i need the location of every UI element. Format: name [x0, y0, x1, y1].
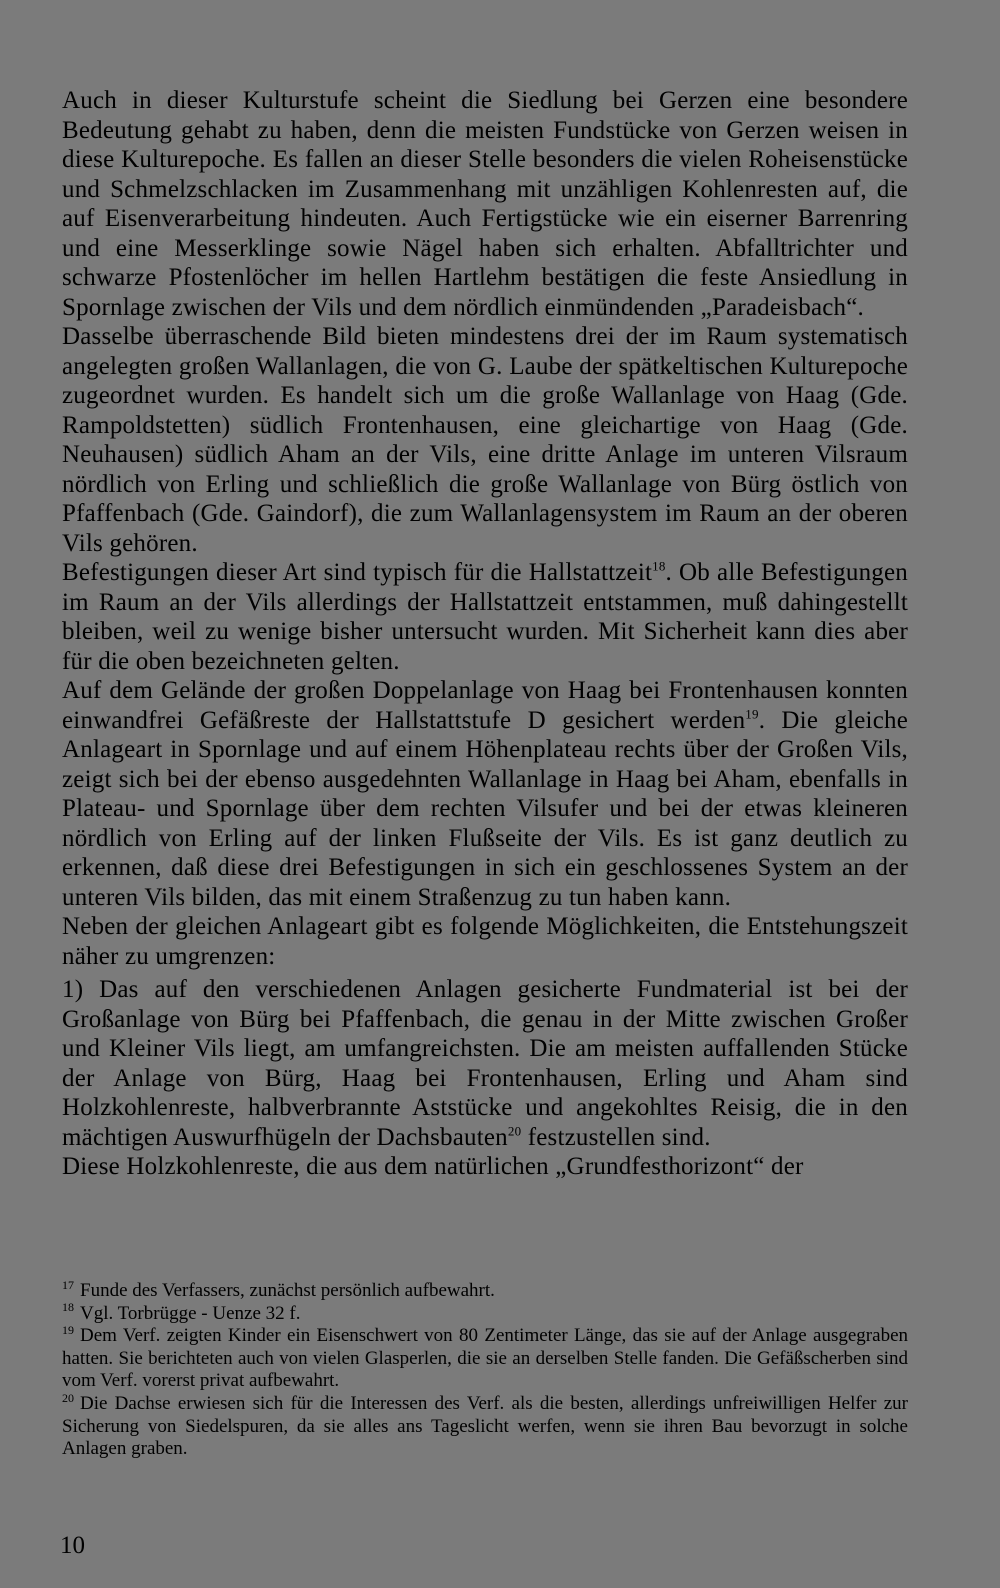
paragraph-2: Dasselbe überraschende Bild bieten mindestens drei der im Raum systematisch angelegten großen Wallanlagen, die von G. Laube der spätkeltischen Kulturepoche zugeordnet wurden. Es handelt sich um die große Wallanlage von Haag (Gde. Rampoldstetten) südlich Frontenhausen, eine gleichartige von Haag (Gde. Neuhausen) südlich Aham an der Vils, eine dritte Anlage im unteren Vilsraum nördlich von Erling und schließlich die große Wallanlage von Bürg östlich von Pfaffenbach (Gde. Gaindorf), die zum Wallanlagensystem im Raum an der oberen Vils gehören.	[62, 323, 908, 557]
paragraph-3-text-cont: . Ob alle Befestigungen im Raum an der Vils allerdings der Hallstattzeit entstammen, muß dahingestellt bleiben, weil zu wenige bisher untersucht wurden. Mit Sicherheit kann dies aber für die oben bezeichneten gelten.	[62, 559, 908, 675]
footnote-ref-19: 19	[745, 706, 759, 722]
footnote-number: 19	[62, 1322, 74, 1337]
paragraph-6-text-cont: festzustellen sind.	[521, 1123, 711, 1151]
paragraph-6-text: 1) Das auf den verschiedenen Anlagen gesicherte Fundmaterial ist bei der Großanlage von Bürg bei Pfaffenbach, die genau in der Mitte zwischen Großer und Kleiner Vils liegt, am umfangreichsten. Die am meisten auffallenden Stücke der Anlage von Bürg, Haag bei Frontenhausen, Erling und Aham sind Holzkohlenreste, halbverbrannte Aststücke und angekohltes Reisig, die in den mächtigen Auswurfhügeln der Dachsbauten	[62, 976, 908, 1151]
footnote-text: Vgl. Torbrügge - Uenze 32 f.	[80, 1302, 301, 1324]
footnote-text: Funde des Verfassers, zunächst persönlich aufbewahrt.	[80, 1280, 495, 1301]
footnote-text: Dem Verf. zeigten Kinder ein Eisenschwert von 80 Zentimeter Länge, das sie auf der Anlage ausgegraben hatten. Sie berichteten auch von vielen Glasperlen, die sie an derselben Stelle fanden. Die Gefäßscherben sind vom Verf. vorerst privat aufbewahrt.	[62, 1325, 908, 1392]
footnote-number: 20	[62, 1390, 74, 1405]
paragraph-4-text: Auf dem Gelände der großen Doppelanlage von Haag bei Frontenhausen konnten einwandfrei Gefäßreste der Hallstattstufe D gesichert werden	[62, 677, 908, 734]
footnote-text: Die Dachse erwiesen sich für die Interessen des Verf. als die besten, allerdings unfreiwilligen Helfer zur Sicherung von Siedelspuren, da sie alles ans Tageslicht werfen, wenn sie ihren Bau bevorzugt in solche Anlagen graben.	[62, 1392, 908, 1460]
footnote-19	[62, 1322, 908, 1393]
paragraph-6	[62, 975, 908, 1152]
paragraph-3	[62, 558, 908, 676]
paragraph-4	[62, 676, 908, 912]
paragraph-7: Diese Holzkohlenreste, die aus dem natürlichen „Grundfesthorizont“ der	[62, 1153, 804, 1180]
footnote-17	[62, 1277, 908, 1303]
body-text	[62, 86, 908, 1182]
footnote-ref-20: 20	[507, 1123, 522, 1139]
footnote-ref-18: 18	[652, 558, 666, 574]
footnote-18	[62, 1300, 908, 1326]
paragraph-4-text-cont: . Die gleiche Anlageart in Spornlage und auf einem Höhenplateau rechts über der Großen Vils, zeigt sich bei der ebenso ausgedehnten Wallanlage in Haag bei Aham, ebenfalls in Plateau- und Spornlage über dem rechten Vilsufer und bei der etwas kleineren nördlich von Erling auf der linken Flußseite der Vils. Es ist ganz deutlich zu erkennen, daß diese drei Befestigungen in sich ein geschlossenes System an der unteren Vils bilden, das mit einem Straßenzug zu tun haben kann.	[62, 706, 908, 911]
footnote-number: 18	[62, 1300, 74, 1315]
paragraph-1: Auch in dieser Kulturstufe scheint die Siedlung bei Gerzen eine besondere Bedeutung gehabt zu haben, denn die meisten Fundstücke von Gerzen weisen in diese Kulturepoche. Es fallen an dieser Stelle besonders die vielen Roheisenstücke und Schmelzschlacken im Zusammenhang mit unzähligen Kohlenresten auf, die auf Eisenverarbeitung hindeuten. Auch Fertigstücke wie ein eiserner Barrenring und eine Messerklinge sowie Nägel haben sich erhalten. Abfalltrichter und schwarze Pfostenlöcher im hellen Hartlehm bestätigen die feste Ansiedlung in Spornlage zwischen der Vils und dem nördlich einmündenden „Paradeisbach“.	[62, 87, 908, 321]
paragraph-3-text: Befestigungen dieser Art sind typisch für die Hallstattzeit	[62, 559, 653, 586]
page-number: 10	[60, 1532, 85, 1559]
footnote-20	[62, 1390, 908, 1461]
paragraph-5: Neben der gleichen Anlageart gibt es folgende Möglichkeiten, die Entstehungszeit näher zu umgrenzen:	[62, 913, 908, 970]
footnote-number: 17	[62, 1277, 74, 1292]
footnotes	[62, 1277, 908, 1461]
